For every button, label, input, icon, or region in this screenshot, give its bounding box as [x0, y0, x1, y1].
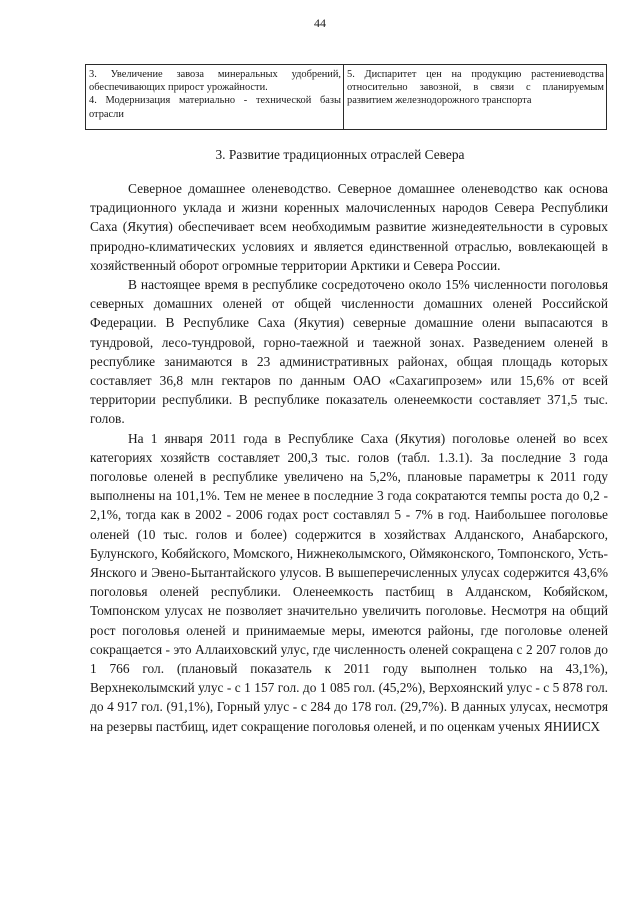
page-number: 44 [314, 16, 326, 30]
paragraph-reindeer-share: В настоящее время в республике сосредоточено около 15% численности поголовья северных домашних оленей от общей численности домашних оленей Российской Федерации. В Республике Саха (Якутия) северные домашние олени выпасаются в тундровой, лесо-тундровой, горно-таежной и таежной зонах. Разведением оленей в республике занимаются в 23 административных районах, общая площадь которых составляет 36,8 млн гектаров по данным ОАО «Сахагипрозем» или 15,6% от всей территории республики. В республике показатель оленеемкости составляет 371,5 тыс. голов. [90, 277, 608, 427]
table-row [86, 65, 607, 130]
table-item-5: 5. Диспаритет цен на продукцию растениеводства относительно завозной, в связи с планируемым развитием железнодорожного транспорта [347, 69, 604, 107]
table-cell-right [344, 65, 607, 130]
paragraph-reindeer-population: На 1 января 2011 года в Республике Саха (Якутия) поголовье оленей во всех категориях хозяйств составляет 200,3 тыс. голов (табл. 1.3.1). За последние 3 года поголовье оленей в республике увеличено на 5,2%, плановые параметры к 2011 году выполнены на 101,1%. Тем не менее в последние 3 года сократаются темпы роста до 0,2 - 2,1%, тогда как в 2002 - 2006 годах рост составлял 5 - 7% в год. Наибольшее поголовье оленей (10 тыс. голов и более) содержится в хозяйствах Алданского, Анабарского, Булунского, Кобяйского, Момского, Нижнеколымского, Оймяконского, Томпонского, Усть-Янского и Эвено-Бытантайского улусов. В вышеперечисленных улусах содержится 43,6% поголовья оленей республики. Оленеемкость пастбищ в Алданском, Кобяйском, Томпонском улусах не позволяет значительно увеличить поголовье. Несмотря на общий рост поголовья оленей и принимаемые меры, имеются районы, где поголовье оленей сокращается - это Аллаиховский улус, где численность оленей сокращена с 2 207 голов до 1 766 гол. (плановый показатель к 2011 году выполнен только на 43,1%), Верхнеколымский улус - с 1 157 гол. до 1 085 гол. (45,2%), Верхоянский улус - с 5 878 гол. до 4 917 гол. (91,1%), Горный улус - с 284 до 178 гол. (29,7%). В данных улусах, несмотря на резервы пастбищ, идет сокращение поголовья оленей, и по оценкам ученых ЯНИИСХ [90, 430, 608, 734]
body-text [90, 179, 608, 736]
table-item-4: 4. Модернизация материально - технической базы отрасли [89, 95, 341, 120]
paragraph-reindeer-intro: Северное домашнее оленеводство. Северное домашнее оленеводство как основа традиционного уклада и жизни коренных малочисленных народов Севера Республики Саха (Якутия) обеспечивает всем необходимым развитие жизнедеятельности в суровых природно-климатических условиях и является единственной отраслью, вовлекающей в хозяйственный оборот огромные территории Арктики и Севера России. [90, 181, 608, 273]
table-cell-left [86, 65, 344, 130]
issues-table [85, 64, 607, 130]
table-item-3: 3. Увеличение завоза минеральных удобрений, обеспечивающих прирост урожайности. [89, 69, 341, 94]
section-title: 3. Развитие традиционных отраслей Севера [215, 147, 465, 162]
